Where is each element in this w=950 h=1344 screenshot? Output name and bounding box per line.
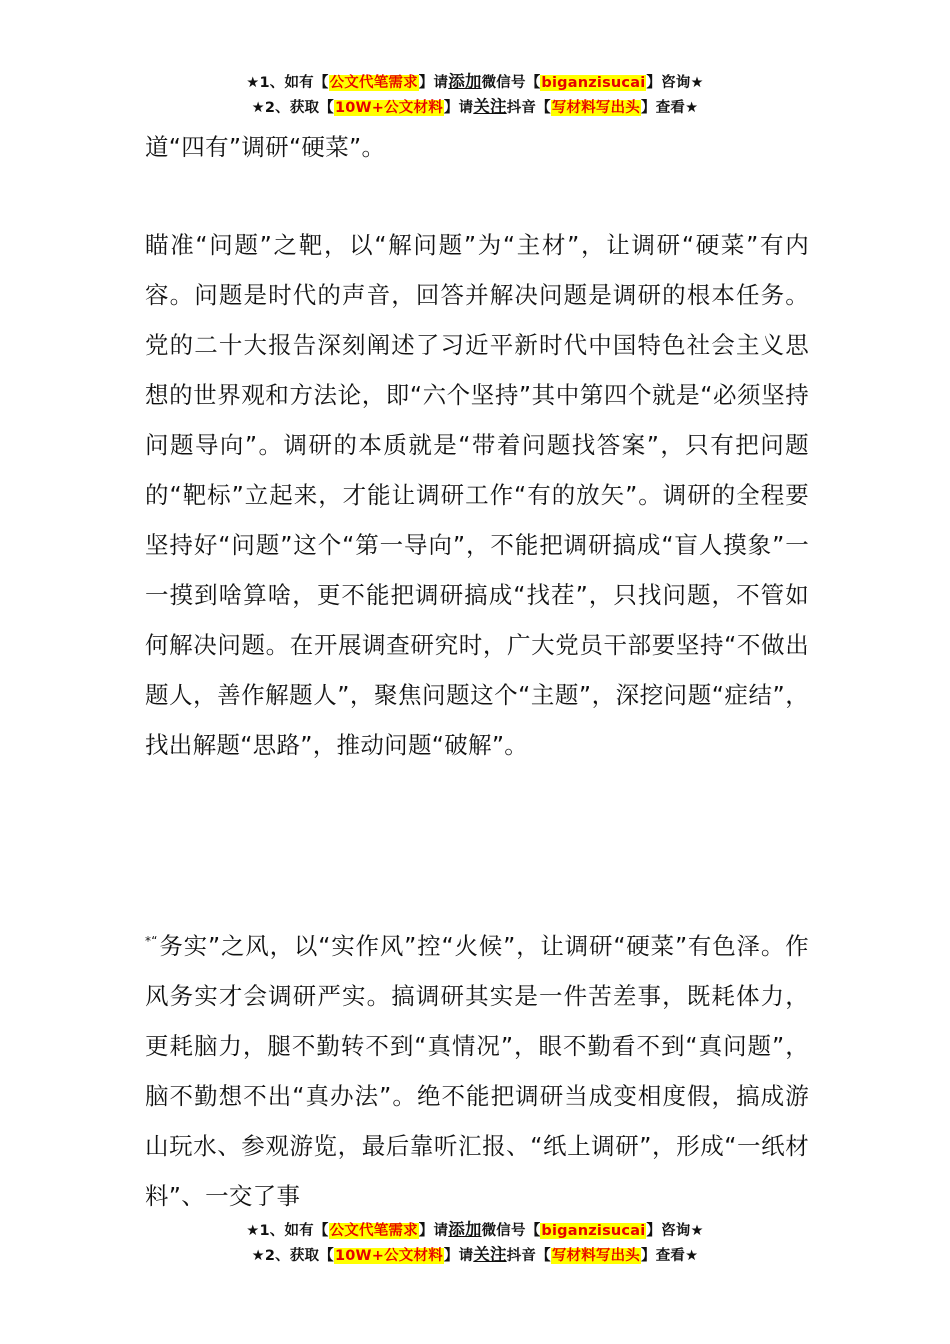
paragraph-problem: 瞄准“问题”之靶，以“解问题”为“主材”，让调研“硬菜”有内容。问题是时代的声音，回答并解决问题是调研的根本任务。党的二十大报告深刻阐述了习近平新时代中国特色社会主义思想的世界观和方法论，即“六个坚持”其中第四个就是“必须坚持问题导向”。调研的本质就是“带着问题找答案”，只有把问题的“靶标”立起来，才能让调研工作“有的放矢”。调研的全程要坚持好“问题”这个“第一导向”，不能把调研搞成“盲人摸象”一一摸到啥算啥，更不能把调研搞成“找茬”，只找问题，不管如何解决问题。在开展调查研究时，广大党员干部要坚持“不做出题人，善作解题人”，聚焦问题这个“主题”，深挖问题“症结”，找出解题“思路”，推动问题“破解”。 <box>145 231 809 759</box>
banner-line-2 <box>0 95 950 120</box>
banner-line-1 <box>0 1218 950 1243</box>
banner-highlight: 10W+公文材料 <box>334 1248 443 1264</box>
paragraph-style <box>145 916 809 1221</box>
banner-text: 微信号【 <box>481 1223 541 1239</box>
banner-text: 】请 <box>443 1248 474 1264</box>
banner-highlight: 公文代笔需求 <box>329 75 418 91</box>
banner-text: 抖音【 <box>506 1248 551 1264</box>
banner-highlight: 写材料写出头 <box>551 100 641 116</box>
banner-highlight: 10W+公文材料 <box>334 100 443 116</box>
banner-highlight: 公文代笔需求 <box>329 1223 418 1239</box>
banner-text: ★1、如有【 <box>246 1223 329 1239</box>
banner-line-1 <box>0 70 950 95</box>
banner-text: 】请 <box>418 75 449 91</box>
banner-emphasis: 添加 <box>448 72 482 91</box>
paragraph-mark: *“ <box>145 934 158 948</box>
banner-text: 】查看★ <box>641 100 699 116</box>
banner-highlight: biganzisucai <box>541 75 646 91</box>
banner-text: 】咨询★ <box>646 1223 704 1239</box>
banner-text: 】查看★ <box>641 1248 699 1264</box>
banner-emphasis: 关注 <box>473 97 507 116</box>
banner-text: ★2、获取【 <box>251 1248 334 1264</box>
banner-text: ★2、获取【 <box>251 100 334 116</box>
header-banner <box>0 70 950 120</box>
banner-text: 】咨询★ <box>646 75 704 91</box>
banner-highlight: biganzisucai <box>541 1223 646 1239</box>
banner-text: 】请 <box>443 100 474 116</box>
banner-text: 微信号【 <box>481 75 541 91</box>
banner-line-2 <box>0 1243 950 1268</box>
paragraph-style-text: 务实”之风，以“实作风”控“火候”，让调研“硬菜”有色泽。作风务实才会调研严实。搞调研其实是一件苦差事，既耗体力，更耗脑力，腿不勤转不到“真情况”，眼不勤看不到“真问题”，脑不勤想不出“真办法”。绝不能把调研当成变相度假，搞成游山玩水、参观游览，最后靠听汇报、“纸上调研”，形成“一纸材料”、一交了事 <box>145 931 809 1210</box>
banner-text: 】请 <box>418 1223 449 1239</box>
paragraph-fragment: 道“四有”调研“硬菜”。 <box>145 133 386 161</box>
banner-text: 抖音【 <box>506 100 551 116</box>
banner-highlight: 写材料写出头 <box>551 1248 641 1264</box>
banner-emphasis: 添加 <box>448 1220 482 1239</box>
banner-text: ★1、如有【 <box>246 75 329 91</box>
footer-banner <box>0 1218 950 1268</box>
banner-emphasis: 关注 <box>473 1245 507 1264</box>
